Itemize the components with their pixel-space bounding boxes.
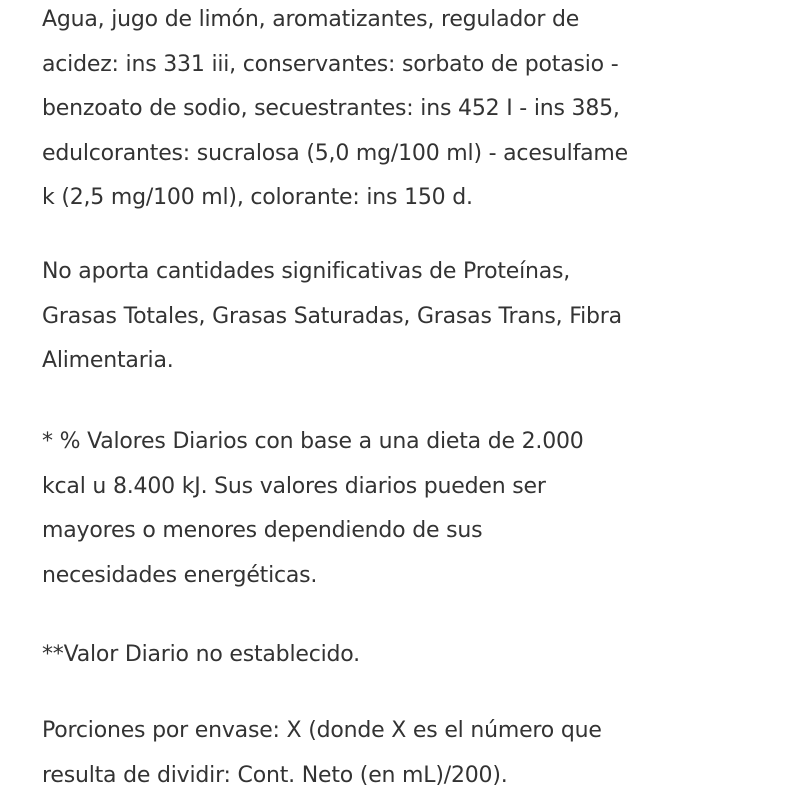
text-line: **Valor Diario no establecido. bbox=[42, 642, 360, 667]
text-line: * % Valores Diarios con base a una dieta de 2.000 bbox=[42, 429, 584, 454]
text-line: k (2,5 mg/100 ml), colorante: ins 150 d. bbox=[42, 185, 473, 210]
text-line: No aporta cantidades significativas de Proteínas, bbox=[42, 259, 571, 284]
nutrition-note-paragraph bbox=[42, 250, 622, 384]
daily-values-note-paragraph bbox=[42, 420, 584, 598]
text-line: Alimentaria. bbox=[42, 348, 174, 373]
text-line: acidez: ins 331 iii, conservantes: sorbato de potasio - bbox=[42, 51, 619, 77]
text-line: edulcorantes: sucralosa (5,0 mg/100 ml) - acesulfame bbox=[42, 140, 628, 166]
servings-per-container-paragraph bbox=[42, 709, 602, 798]
text-line: benzoato de sodio, secuestrantes: ins 452 I - ins 385, bbox=[42, 96, 620, 121]
text-line: Grasas Totales, Grasas Saturadas, Grasas Trans, Fibra bbox=[42, 303, 622, 329]
text-line: mayores o menores dependiendo de sus bbox=[42, 518, 483, 543]
text-line: kcal u 8.400 kJ. Sus valores diarios pueden ser bbox=[42, 473, 546, 499]
text-line: resulta de dividir: Cont. Neto (en mL)/200). bbox=[42, 762, 508, 788]
text-line: necesidades energéticas. bbox=[42, 562, 318, 588]
daily-value-not-established-paragraph bbox=[42, 633, 360, 678]
text-line: Agua, jugo de limón, aromatizantes, regulador de bbox=[42, 7, 580, 32]
ingredients-paragraph bbox=[42, 0, 628, 221]
text-line: Porciones por envase: X (donde X es el número que bbox=[42, 718, 602, 743]
